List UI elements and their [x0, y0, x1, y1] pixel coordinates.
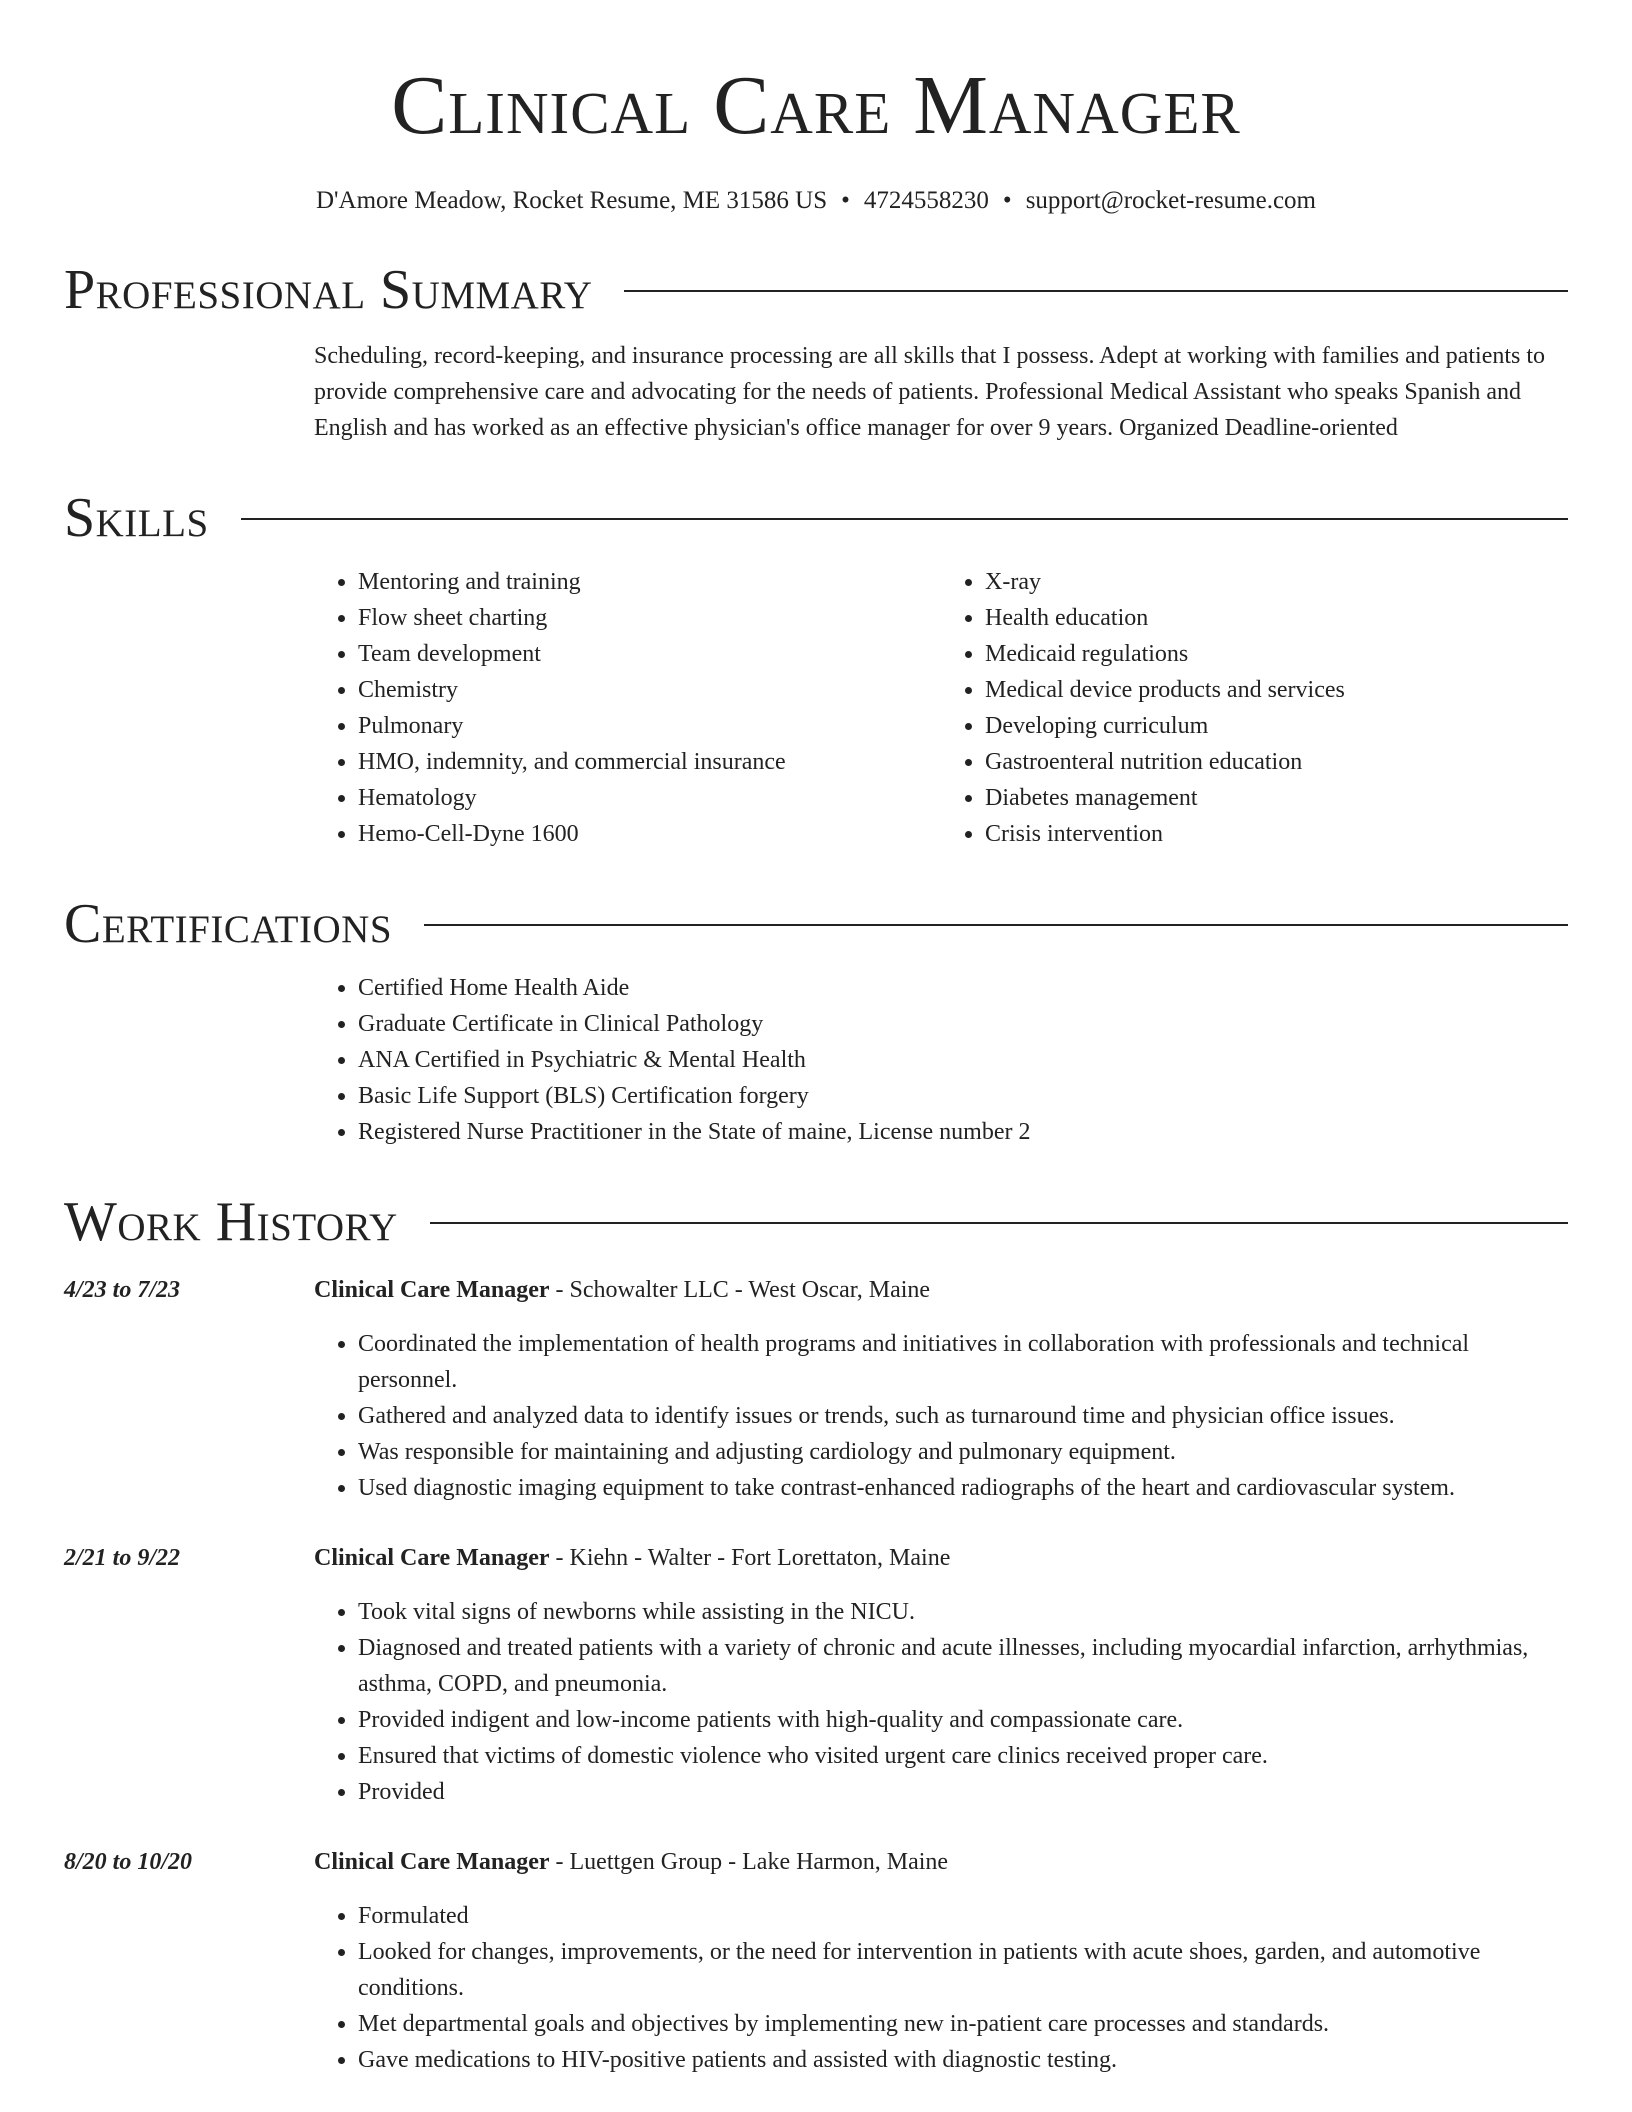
job-employer: - Kiehn - Walter - Fort Lorettaton, Maine [549, 1545, 951, 1571]
job-dates: 8/20 to 10/20 [64, 1849, 193, 1875]
skill-item: • Diabetes management [985, 780, 1568, 816]
job-heading [314, 1540, 1568, 1576]
job-duty: • Used diagnostic imaging equipment to take contrast-enhanced radiographs of the heart and cardiovascular system. [358, 1470, 1568, 1506]
contact-separator: • [1002, 187, 1012, 214]
summary-heading: Professional Summary [64, 259, 593, 321]
skill-item: • Mentoring and training [358, 564, 941, 600]
skill-item: • Hematology [358, 780, 941, 816]
job-duty: • Met departmental goals and objectives by implementing new in-patient care processes and standards. [358, 2006, 1568, 2042]
section-divider [424, 924, 1568, 926]
job-entry [64, 1272, 1568, 1506]
job-duty: • Provided indigent and low-income patients with high-quality and compassionate care. [358, 1702, 1568, 1738]
skills-list-left [314, 564, 941, 852]
skill-item: • X-ray [985, 564, 1568, 600]
certifications-list [314, 970, 1568, 1150]
skill-item: • Pulmonary [358, 708, 941, 744]
job-dates: 4/23 to 7/23 [64, 1277, 181, 1303]
skills-columns [314, 564, 1568, 852]
skill-item: • Medical device products and services [985, 672, 1568, 708]
skill-item: • Developing curriculum [985, 708, 1568, 744]
job-duties [314, 1594, 1568, 1810]
section-divider [624, 290, 1568, 292]
section-divider [430, 1222, 1568, 1224]
job-employer: - Luettgen Group - Lake Harmon, Maine [549, 1849, 949, 1875]
job-duty: • Diagnosed and treated patients with a variety of chronic and acute illnesses, including myocardial infarction, arrhythmias, asthma, COPD, and pneumonia. [358, 1630, 1568, 1702]
job-body [314, 1272, 1568, 1506]
skill-item: • HMO, indemnity, and commercial insurance [358, 744, 941, 780]
work-history-section-header [64, 1192, 1568, 1252]
job-body [314, 1844, 1568, 2078]
skills-heading: Skills [64, 487, 209, 549]
certification-item: • Certified Home Health Aide [358, 970, 1568, 1006]
summary-text: Scheduling, record-keeping, and insurance processing are all skills that I possess. Adept at working with families and patients to provide comprehensive care and advocating for the needs of patients. Professional Medical Assistant who speaks Spanish and English and has worked as an effective physician's office manager for over 9 years. Organized Deadline-oriented [314, 343, 1546, 441]
certification-item: • Registered Nurse Practitioner in the State of maine, License number 2 [358, 1114, 1568, 1150]
job-title: Clinical Care Manager [314, 1277, 550, 1303]
certifications-heading: Certifications [64, 893, 393, 955]
job-duty: • Formulated [358, 1898, 1568, 1934]
job-duty: • Provided [358, 1774, 1568, 1810]
job-duty: • Looked for changes, improvements, or the need for intervention in patients with acute shoes, garden, and automotive conditions. [358, 1934, 1568, 2006]
contact-line [64, 184, 1568, 218]
certifications-section-header [64, 894, 1568, 954]
certification-item: • ANA Certified in Psychiatric & Mental Health [358, 1042, 1568, 1078]
summary-section-header [64, 260, 1568, 320]
job-duty: • Gave medications to HIV-positive patients and assisted with diagnostic testing. [358, 2042, 1568, 2078]
job-entry [64, 1540, 1568, 1810]
job-duties [314, 1326, 1568, 1506]
skill-item: • Health education [985, 600, 1568, 636]
certification-item: • Graduate Certificate in Clinical Pathology [358, 1006, 1568, 1042]
job-entry [64, 1844, 1568, 2078]
job-heading [314, 1844, 1568, 1880]
work-history-heading: Work History [64, 1191, 398, 1253]
job-body [314, 1540, 1568, 1810]
job-duty: • Ensured that victims of domestic violence who visited urgent care clinics received proper care. [358, 1738, 1568, 1774]
contact-email: support@rocket-resume.com [1025, 187, 1316, 214]
job-employer: - Schowalter LLC - West Oscar, Maine [549, 1277, 931, 1303]
job-duty: • Gathered and analyzed data to identify issues or trends, such as turnaround time and physician office issues. [358, 1398, 1568, 1434]
job-duties [314, 1898, 1568, 2078]
skill-item: • Crisis intervention [985, 816, 1568, 852]
job-title: Clinical Care Manager [314, 1849, 550, 1875]
job-duty: • Took vital signs of newborns while assisting in the NICU. [358, 1594, 1568, 1630]
job-title: Clinical Care Manager [314, 1545, 550, 1571]
certifications-block [314, 970, 1568, 1150]
skill-item: • Chemistry [358, 672, 941, 708]
skill-item: • Team development [358, 636, 941, 672]
skill-item: • Flow sheet charting [358, 600, 941, 636]
job-duty: • Coordinated the implementation of health programs and initiatives in collaboration with professionals and technical personnel. [358, 1326, 1568, 1398]
skill-item: • Gastroenteral nutrition education [985, 744, 1568, 780]
job-dates: 2/21 to 9/22 [64, 1545, 181, 1571]
certification-item: • Basic Life Support (BLS) Certification forgery [358, 1078, 1568, 1114]
resume-title: Clinical Care Manager [391, 59, 1241, 152]
skill-item: • Hemo-Cell-Dyne 1600 [358, 816, 941, 852]
job-duty: • Was responsible for maintaining and adjusting cardiology and pulmonary equipment. [358, 1434, 1568, 1470]
job-heading [314, 1272, 1568, 1308]
section-divider [241, 518, 1568, 520]
contact-address: D'Amore Meadow, Rocket Resume, ME 31586 US [316, 187, 828, 214]
skills-list-right [941, 564, 1568, 852]
skill-item: • Medicaid regulations [985, 636, 1568, 672]
contact-phone: 4724558230 [863, 187, 989, 214]
skills-section-header [64, 488, 1568, 548]
contact-separator: • [841, 187, 850, 214]
